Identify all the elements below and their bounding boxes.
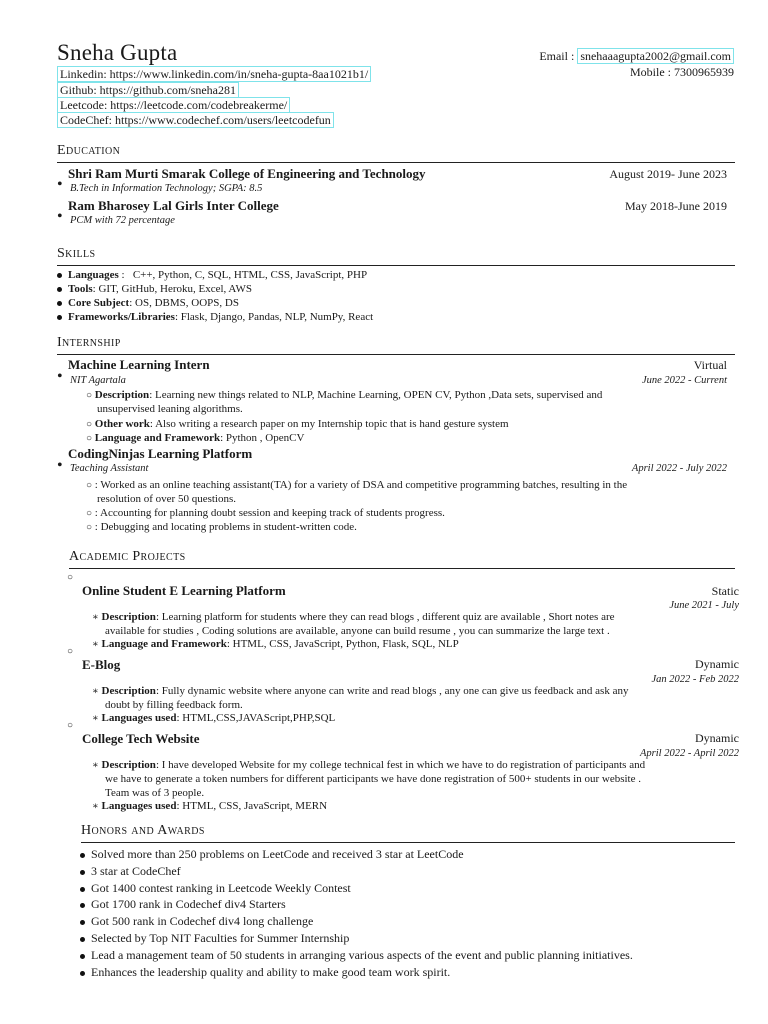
bullet-icon: •: [57, 176, 63, 193]
honor-item: [80, 965, 450, 980]
point-text: : HTML, CSS, JavaScript, MERN: [176, 800, 328, 812]
bullet-icon: [80, 903, 85, 908]
project-point: [92, 638, 459, 650]
projects-rule: [69, 568, 735, 569]
codechef-link[interactable]: CodeChef: https://www.codechef.com/users/leetcodefun: [57, 112, 334, 128]
internship-point: [86, 521, 357, 533]
circle-bullet-icon: ○: [86, 419, 93, 430]
email-label: Email :: [539, 49, 578, 63]
circle-bullet-icon: ○: [67, 572, 74, 583]
honor-text: Enhances the leadership quality and ability to make good team work spirit.: [91, 965, 451, 979]
point-text: : Learning platform for students where they can read blogs , different quiz are available , Short notes are: [155, 611, 615, 623]
linkedin-link[interactable]: Linkedin: https://www.linkedin.com/in/sneha-gupta-8aa1021b1/: [57, 66, 371, 82]
point-label: Languages used: [101, 800, 177, 812]
honor-item: [80, 897, 286, 912]
bullet-icon: [80, 920, 85, 925]
skill-label: Core Subject: [68, 297, 130, 309]
email-link[interactable]: snehaaagupta2002@gmail.com: [577, 48, 734, 64]
circle-bullet-icon: ○: [86, 390, 93, 401]
circle-bullet-icon: ○: [86, 508, 93, 519]
internship-date: June 2022 - Current: [641, 375, 727, 386]
point-text: : Python , OpenCV: [220, 432, 305, 444]
project-point-cont: Team was of 3 people.: [105, 787, 205, 799]
bullet-icon: •: [57, 457, 63, 474]
honor-text: Selected by Top NIT Faculties for Summer Internship: [91, 931, 350, 945]
skill-value: OS, DBMS, OOPS, DS: [135, 297, 239, 309]
bullet-icon: [57, 301, 62, 306]
skill-sep: :: [174, 311, 181, 323]
email-line: [539, 49, 734, 64]
skill-label: Languages: [68, 269, 119, 281]
bullet-icon: [80, 853, 85, 858]
point-label: Other work: [94, 418, 150, 430]
honor-item: [80, 864, 181, 879]
project-point: [92, 759, 645, 771]
honor-item: [80, 948, 633, 963]
bullet-icon: [80, 937, 85, 942]
asterisk-bullet-icon: ∗: [92, 713, 99, 724]
point-text: : Also writing a research paper on my Internship topic that is hand gesture system: [149, 418, 509, 430]
project-point: [92, 611, 615, 623]
internship-point: [86, 507, 445, 519]
asterisk-bullet-icon: ∗: [92, 760, 99, 771]
point-text: : Worked as an online teaching assistant(TA) for a variety of DSA and competitive programming batches, resulting in the: [94, 479, 628, 491]
skill-sep: :: [92, 283, 99, 295]
internship-mode: Virtual: [693, 358, 727, 372]
skill-item: [57, 269, 367, 281]
education-heading: Education: [57, 143, 121, 158]
point-label: Languages used: [101, 712, 177, 724]
project-kind: Static: [711, 584, 739, 598]
honor-item: [80, 931, 349, 946]
bullet-icon: [80, 971, 85, 976]
github-link[interactable]: Github: https://github.com/sneha281: [57, 82, 239, 98]
point-text: : HTML,CSS,JAVAScript,PHP,SQL: [176, 712, 336, 724]
project-point-cont: available for studies , Coding solutions are available, anyone can build resume , you can summarize the large text .: [105, 625, 610, 637]
circle-bullet-icon: ○: [86, 480, 93, 491]
education-date: August 2019- June 2023: [609, 167, 727, 181]
internship-point: [86, 418, 509, 430]
skills-heading: Skills: [57, 246, 96, 261]
education-date: May 2018-June 2019: [625, 199, 727, 213]
point-text: : Accounting for planning doubt session and keeping track of students progress.: [94, 507, 445, 519]
project-point-cont: doubt by filling feedback form.: [105, 699, 243, 711]
circle-bullet-icon: ○: [67, 720, 74, 731]
honor-text: Lead a management team of 50 students in arranging various aspects of the event and public planning initiatives.: [91, 948, 633, 962]
leetcode-link[interactable]: Leetcode: https://leetcode.com/codebreakerme/: [57, 97, 290, 113]
bullet-icon: [57, 315, 62, 320]
point-text: : Fully dynamic website where anyone can write and read blogs , any one can give us feedback and ask any: [155, 685, 629, 697]
point-label: Description: [101, 685, 156, 697]
internship-org: Teaching Assistant: [70, 463, 149, 474]
education-school: Shri Ram Murti Smarak College of Engineering and Technology: [68, 166, 426, 181]
bullet-icon: [57, 273, 62, 278]
point-text: : HTML, CSS, JavaScript, Python, Flask, SQL, NLP: [226, 638, 459, 650]
skill-sep: :: [118, 269, 133, 281]
skill-value: Flask, Django, Pandas, NLP, NumPy, React: [180, 311, 374, 323]
internship-point-cont: resolution of over 50 questions.: [97, 493, 237, 505]
asterisk-bullet-icon: ∗: [92, 686, 99, 697]
internship-point: [86, 479, 627, 491]
project-name: E-Blog: [82, 657, 121, 672]
skills-rule: [57, 265, 735, 266]
internship-point: [86, 389, 602, 401]
candidate-name: Sneha Gupta: [57, 40, 178, 65]
internship-rule: [57, 354, 735, 355]
point-label: Description: [101, 611, 156, 623]
projects-heading: Academic Projects: [69, 549, 186, 564]
bullet-icon: •: [57, 368, 63, 385]
circle-bullet-icon: ○: [86, 522, 93, 533]
mobile-number: Mobile : 7300965939: [630, 65, 734, 79]
circle-bullet-icon: ○: [86, 433, 93, 444]
education-school: Ram Bharosey Lal Girls Inter College: [68, 198, 279, 213]
project-date: April 2022 - April 2022: [640, 748, 739, 759]
project-name: Online Student E Learning Platform: [82, 583, 286, 598]
honor-text: Got 1700 rank in Codechef div4 Starters: [91, 897, 286, 911]
skill-item: [57, 311, 373, 323]
bullet-icon: [57, 287, 62, 292]
honor-text: Solved more than 250 problems on LeetCode and received 3 star at LeetCode: [91, 847, 464, 861]
project-point-cont: we have to generate a token numbers for different participants we have done registration of 500+ students in our website .: [105, 773, 641, 785]
skill-label: Frameworks/Libraries: [68, 311, 175, 323]
circle-bullet-icon: ○: [67, 646, 74, 657]
internship-heading: Internship: [57, 335, 121, 350]
bullet-icon: •: [57, 208, 63, 225]
internship-role: Machine Learning Intern: [68, 357, 210, 372]
skill-item: [57, 283, 252, 295]
education-detail: PCM with 72 percentage: [70, 215, 175, 226]
honor-item: [80, 847, 464, 862]
project-name: College Tech Website: [82, 731, 200, 746]
education-rule: [57, 162, 735, 163]
point-label: Language and Framework: [101, 638, 227, 650]
project-point: [92, 685, 628, 697]
education-detail: B.Tech in Information Technology; SGPA: 8.5: [70, 183, 263, 194]
honors-heading: Honors and Awards: [81, 823, 205, 838]
internship-date: April 2022 - July 2022: [631, 463, 727, 474]
bullet-icon: [80, 954, 85, 959]
point-text: : I have developed Website for my college technical fest in which we have to do registration of participants and: [155, 759, 646, 771]
project-date: June 2021 - July: [669, 600, 739, 611]
project-date: Jan 2022 - Feb 2022: [651, 674, 739, 685]
honor-text: Got 1400 contest ranking in Leetcode Weekly Contest: [91, 881, 351, 895]
project-point: [92, 712, 335, 724]
skill-item: [57, 297, 239, 309]
internship-point-cont: unsupervised leaning algorithms.: [97, 403, 243, 415]
point-text: : Debugging and locating problems in student-written code.: [94, 521, 357, 533]
point-text: : Learning new things related to NLP, Machine Learning, OPEN CV, Python ,Data sets, supervised and: [149, 389, 603, 401]
skill-label: Tools: [68, 283, 93, 295]
honors-rule: [81, 842, 735, 843]
honor-item: [80, 881, 351, 896]
internship-org: NIT Agartala: [70, 375, 126, 386]
skill-value: GIT, GitHub, Heroku, Excel, AWS: [98, 283, 252, 295]
bullet-icon: [80, 887, 85, 892]
skill-value: C++, Python, C, SQL, HTML, CSS, JavaScript, PHP: [132, 269, 368, 281]
honor-item: [80, 914, 313, 929]
bullet-icon: [80, 870, 85, 875]
honor-text: 3 star at CodeChef: [91, 864, 181, 878]
project-kind: Dynamic: [695, 731, 739, 745]
asterisk-bullet-icon: ∗: [92, 801, 99, 812]
asterisk-bullet-icon: ∗: [92, 639, 99, 650]
internship-point: [86, 432, 304, 444]
project-kind: Dynamic: [695, 657, 739, 671]
skill-sep: :: [129, 297, 136, 309]
point-label: Description: [94, 389, 150, 401]
internship-role: CodingNinjas Learning Platform: [68, 446, 253, 461]
point-label: Language and Framework: [94, 432, 221, 444]
point-label: Description: [101, 759, 156, 771]
honor-text: Got 500 rank in Codechef div4 long challenge: [91, 914, 314, 928]
project-point: [92, 800, 327, 812]
asterisk-bullet-icon: ∗: [92, 612, 99, 623]
